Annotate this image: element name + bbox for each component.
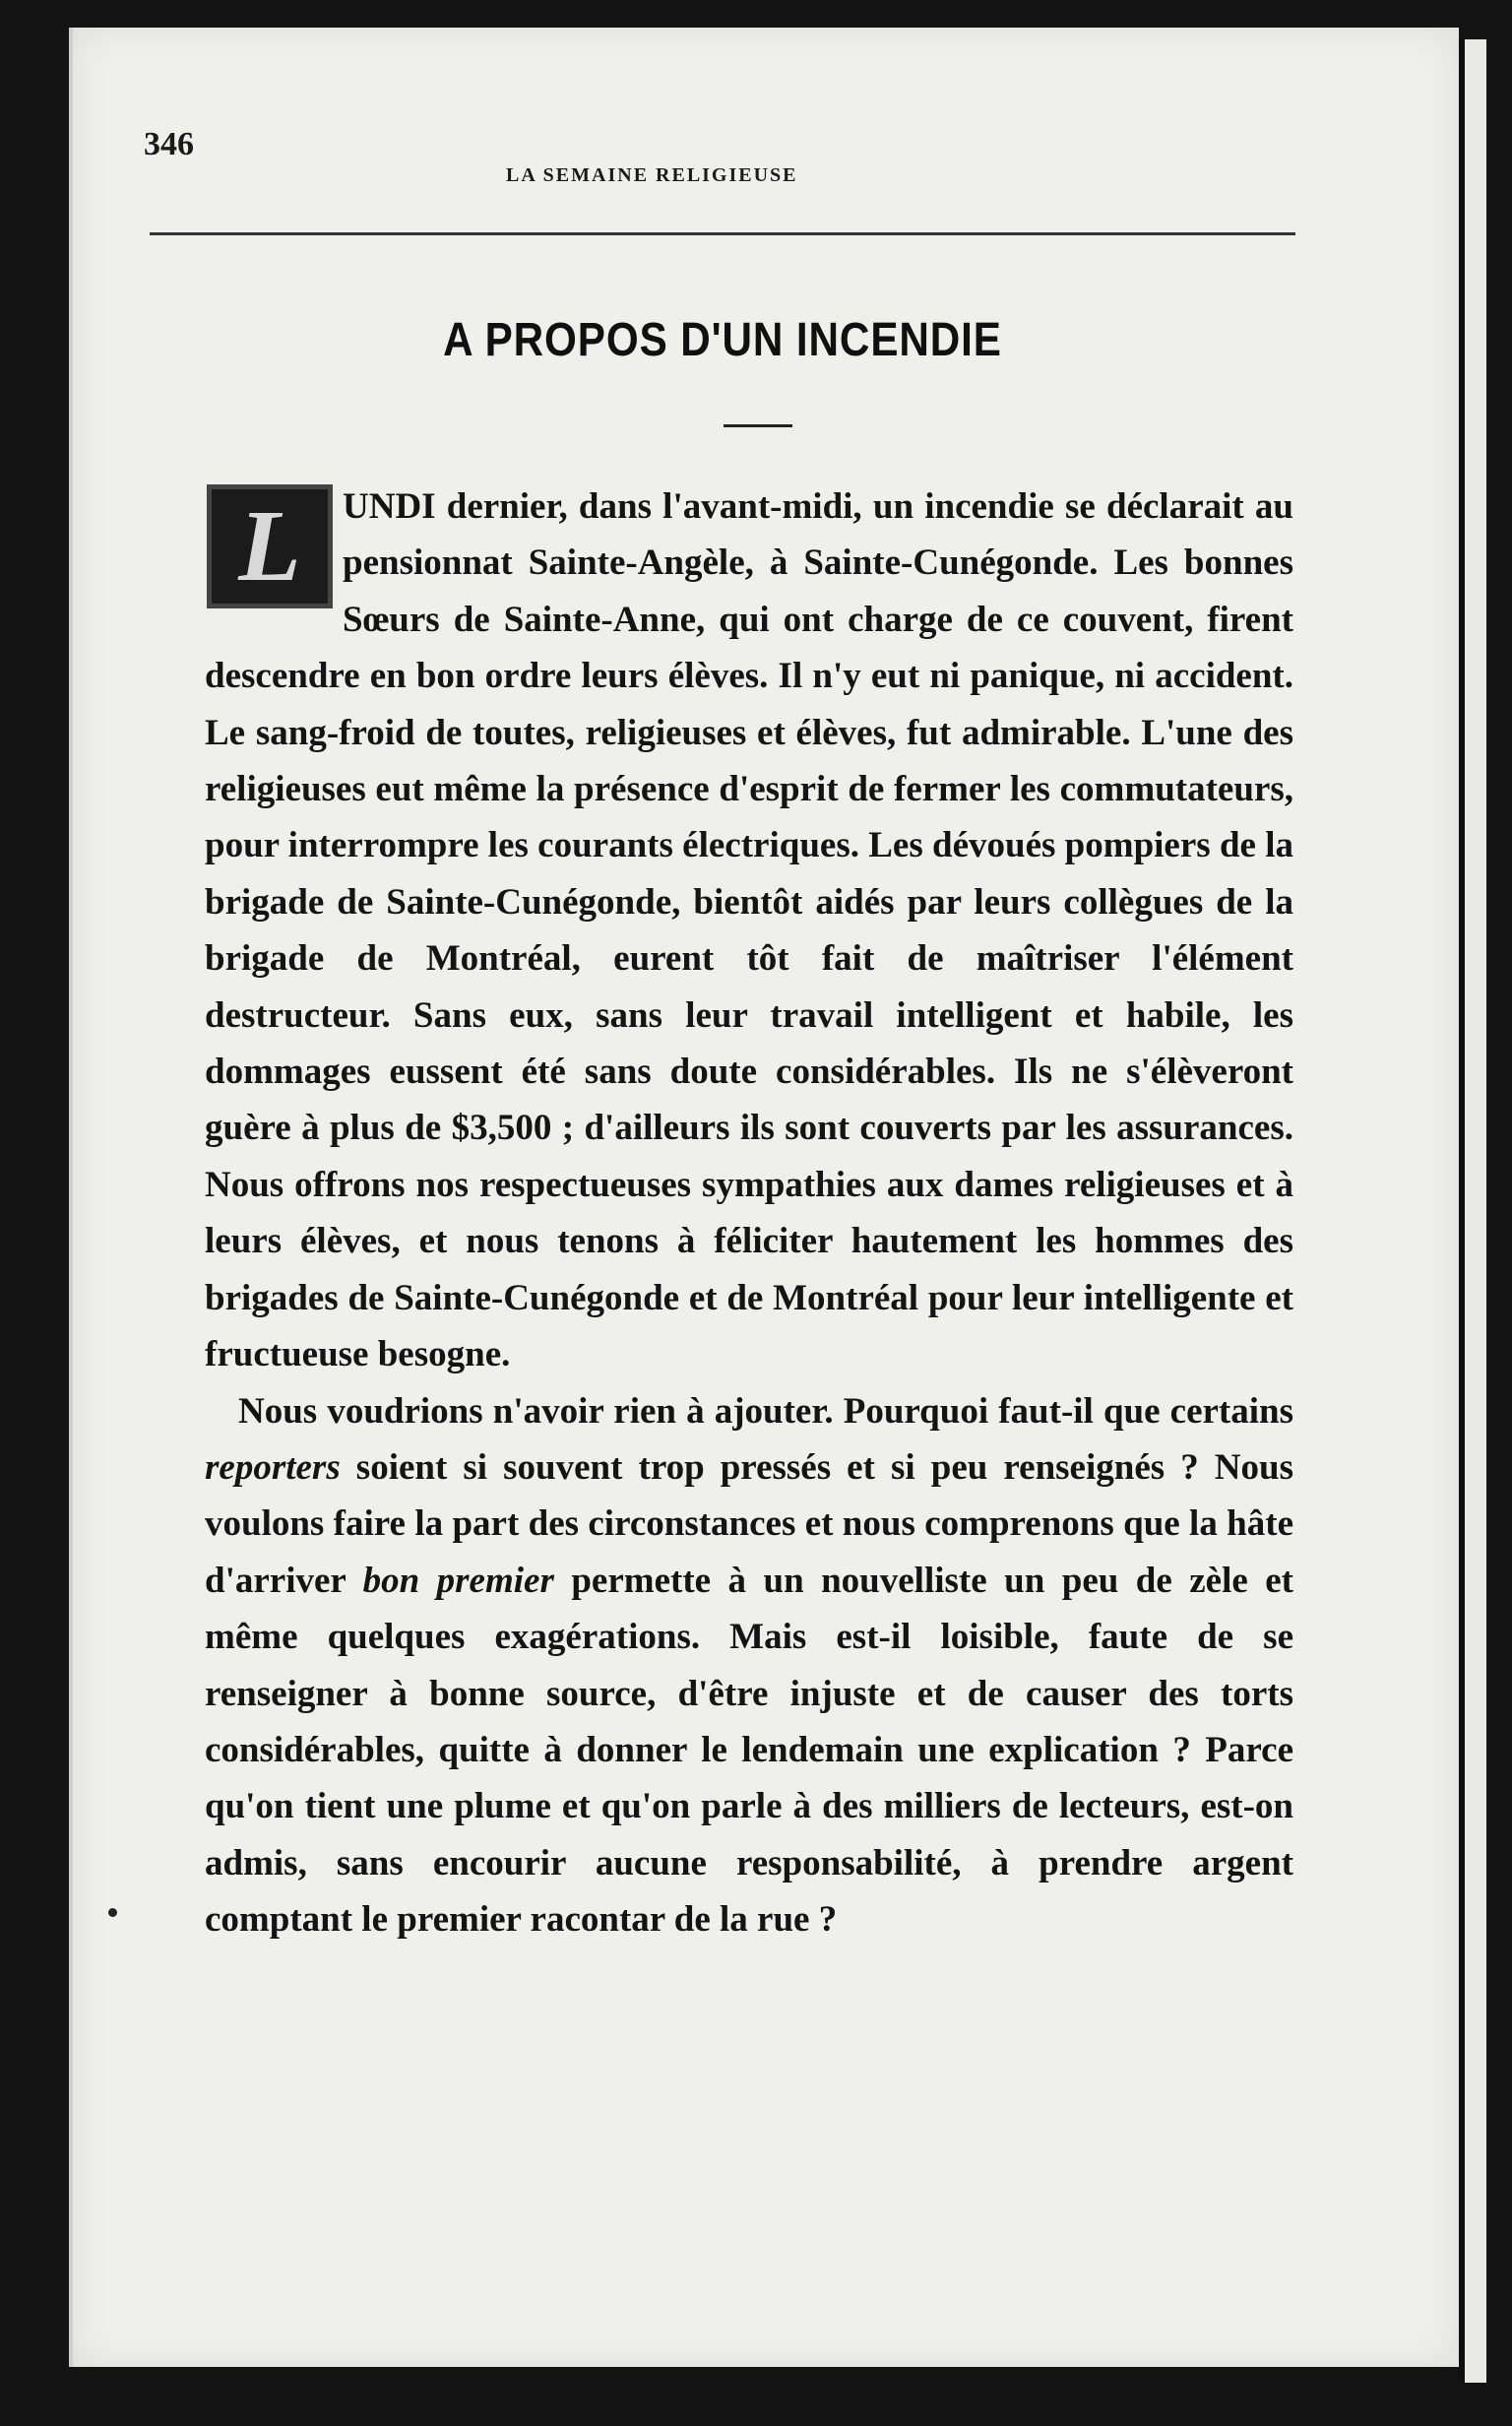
- margin-speck: [108, 1908, 117, 1917]
- paragraph-2: [205, 1383, 1293, 1948]
- facing-page-edge: [1459, 39, 1486, 2383]
- paragraph-2-text-c: permette à un nouvelliste un peu de zèle et même quelques exagérations. Mais est-il loisible, faute de se renseigner à bonne source, d'être injuste et de causer des torts considérables, quitte à donner le lendemain une explication ? Parce qu'on tient une plume et qu'on parle à des milliers de lecteurs, est-on admis, sans encourir aucune responsabilité, à prendre argent comptant le premier racontar de la rue ?: [205, 1560, 1293, 1941]
- page-number: 346: [144, 126, 194, 162]
- article-body: [205, 479, 1293, 1948]
- running-head: LA SEMAINE RELIGIEUSE: [506, 164, 798, 186]
- title-rule: [724, 424, 792, 427]
- article-title: A PROPOS D'UN INCENDIE: [443, 314, 1002, 366]
- paragraph-2-text-b: soient si souvent trop pressés et si peu renseignés ? Nous voulons faire la part des circonstances et nous comprenons que la hâte d'arriver: [205, 1446, 1293, 1601]
- paragraph-2-text-a: Nous voudrions n'avoir rien à ajouter. Pourquoi faut-il que certains: [238, 1390, 1293, 1432]
- drop-cap-letter: L: [238, 489, 301, 603]
- paragraph-1: UNDI dernier, dans l'avant-midi, un incendie se déclarait au pensionnat Sainte-Angèle, à Sainte-Cunégonde. Les bonnes Sœurs de Sainte-Anne, qui ont charge de ce couvent, firent descendre en bon ordre leurs élèves. Il n'y eut ni panique, ni accident. Le sang-froid de toutes, religieuses et élèves, fut admirable. L'une des religieuses eut même la présence d'esprit de fermer les commutateurs, pour interrompre les courants électriques. Les dévoués pompiers de la brigade de Sainte-Cunégonde, bientôt aidés par leurs collègues de la brigade de Montréal, eurent tôt fait de maîtriser l'élément destructeur. Sans eux, sans leur travail intelligent et habile, les dommages eussent été sans doute considérables. Ils ne s'élèveront guère à plus de $3,500 ; d'ailleurs ils sont couverts par les assurances. Nous offrons nos respectueuses sympathies aux dames religieuses et à leurs élèves, et nous tenons à féliciter hautement les hommes des brigades de Sainte-Cunégonde et de Montréal pour leur intelligente et fructueuse besogne.: [205, 486, 1293, 1375]
- emphasis-reporters: reporters: [205, 1446, 341, 1488]
- header-rule: [150, 232, 1295, 235]
- emphasis-bon-premier: bon premier: [362, 1560, 554, 1601]
